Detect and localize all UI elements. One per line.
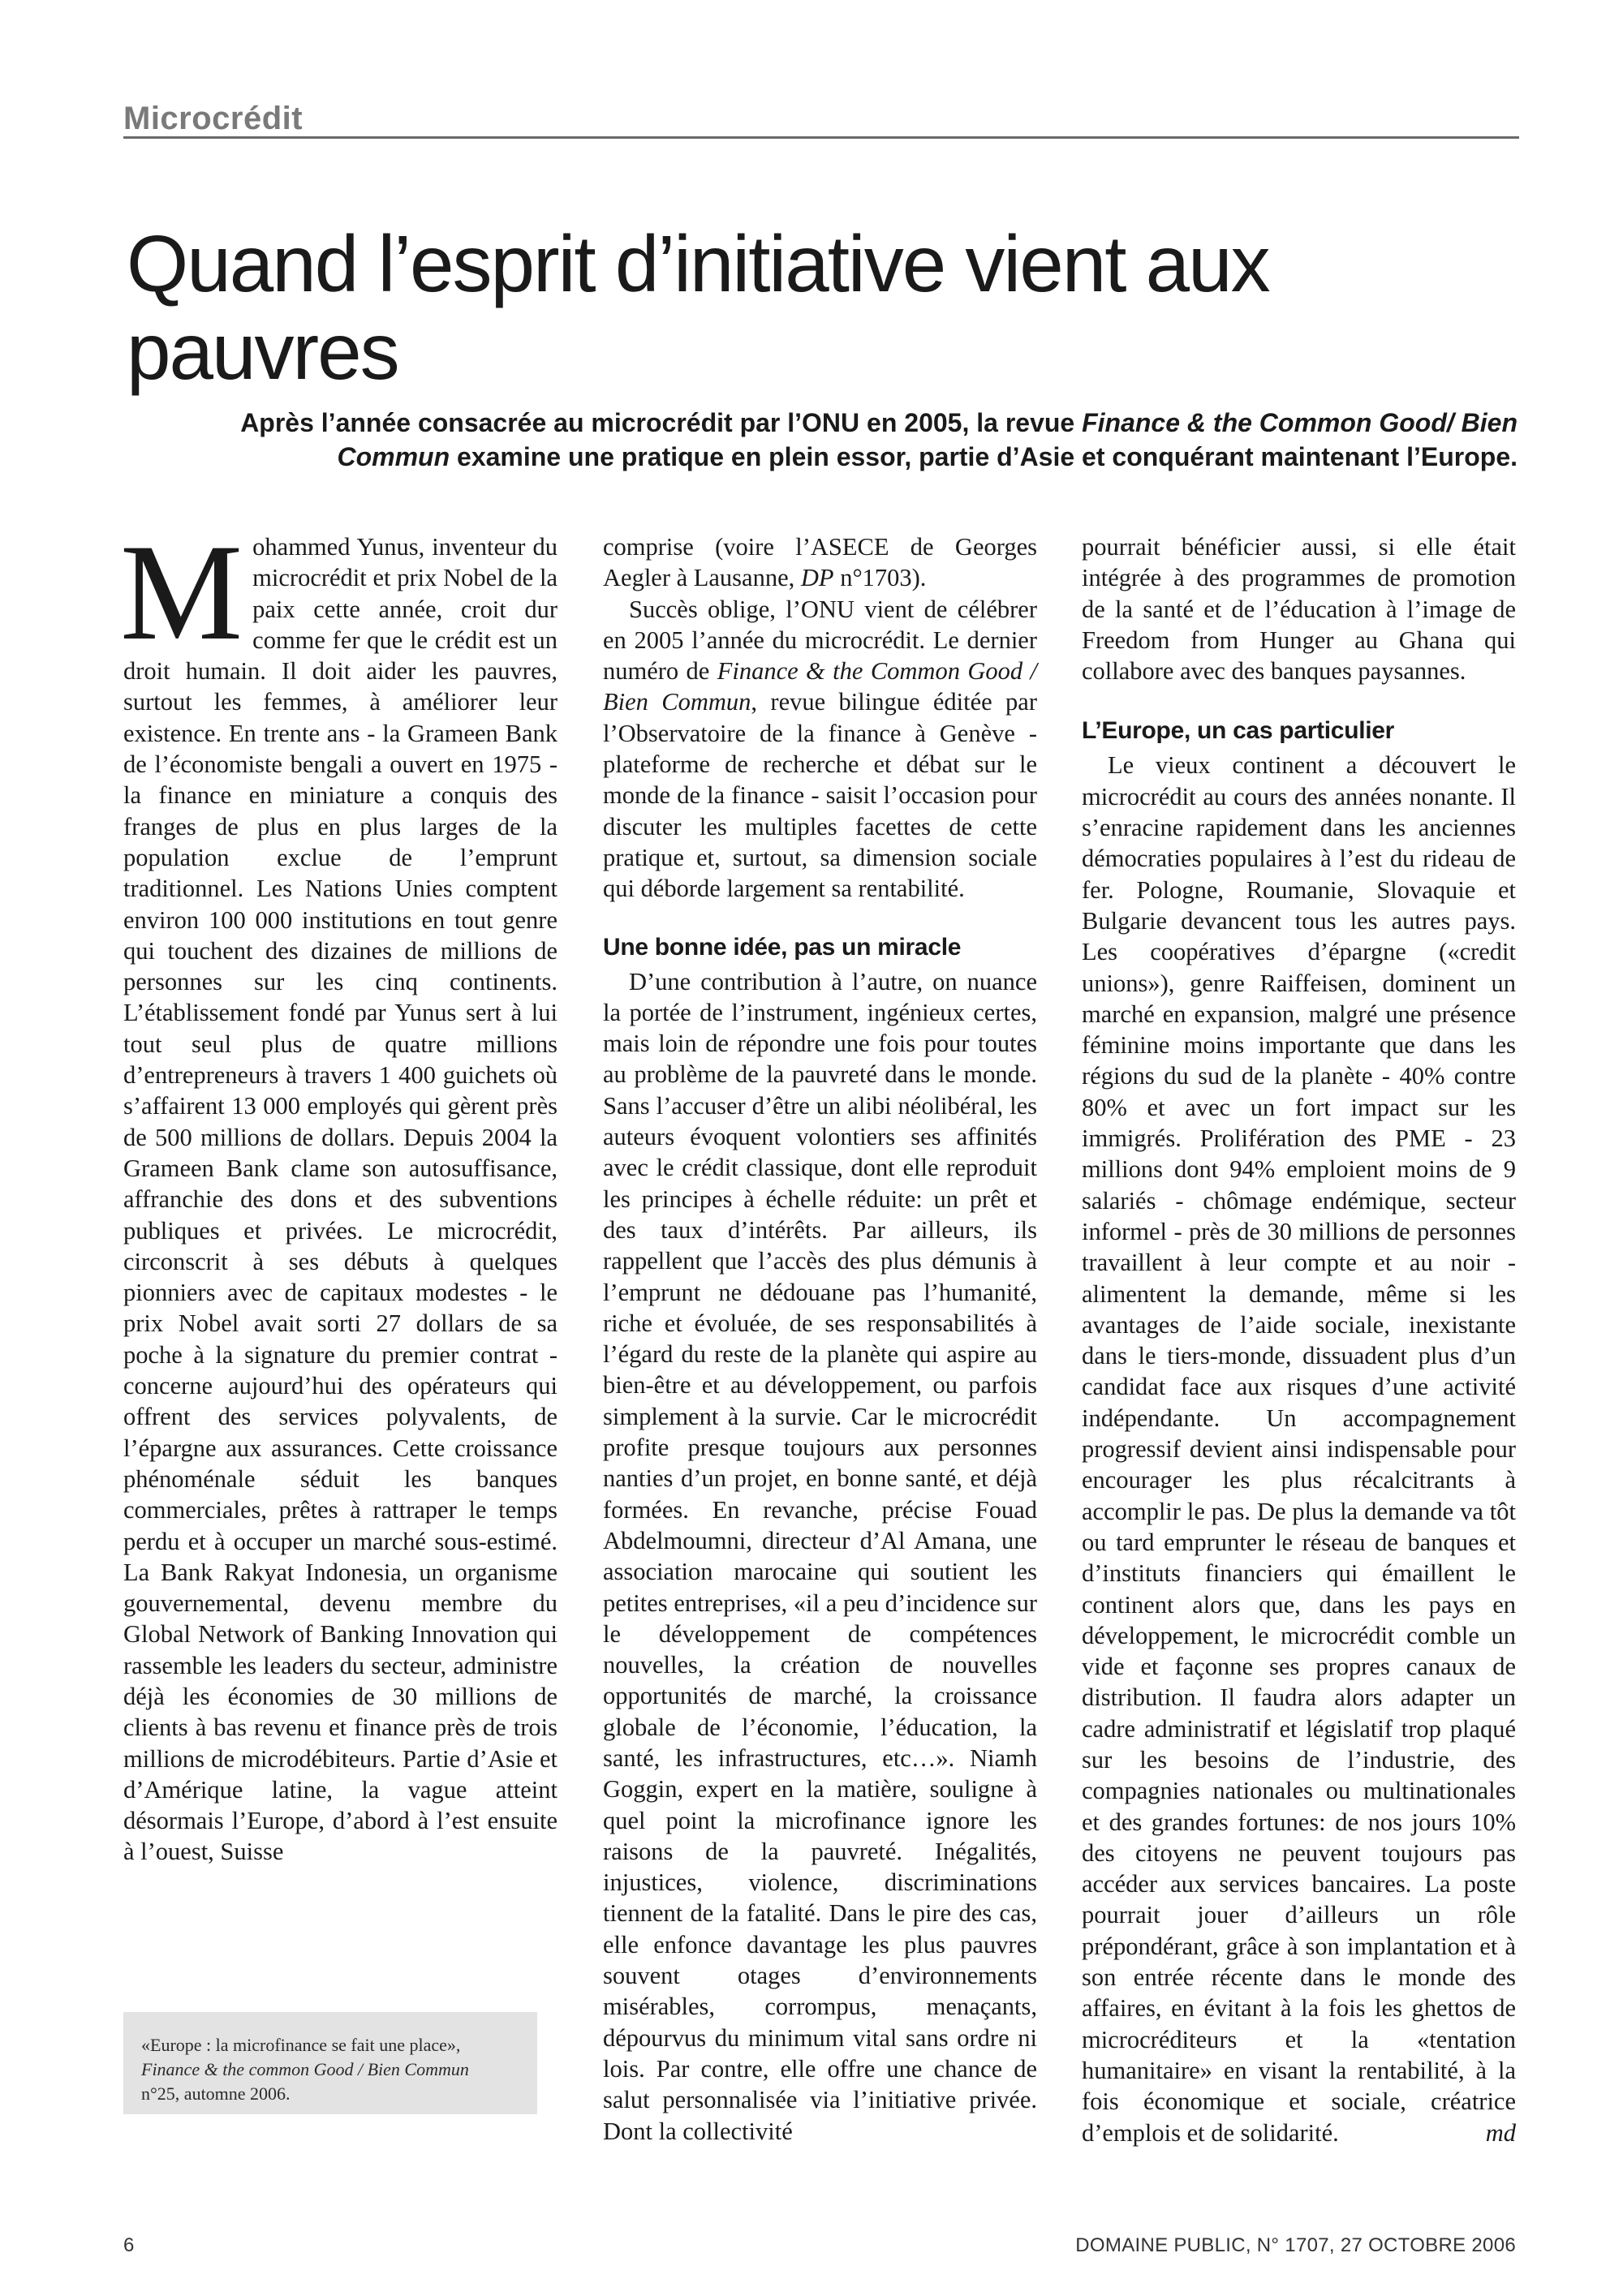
paragraph: [603, 594, 1037, 905]
source-issue: n°25, automne 2006.: [141, 2083, 291, 2104]
article-headline: Quand l’esprit d’initiative vient aux pauvres: [127, 219, 1269, 396]
journal-abbrev: DP: [800, 564, 834, 592]
drop-cap: M: [120, 516, 243, 669]
subheading: L’Europe, un cas particulier: [1082, 717, 1395, 745]
paragraph-text: ohammed Yunus, inventeur du microcrédit et prix Nobel de la paix cette année, croit dur comme fer que le crédit est un droit humain. Il doit aider les pauvres, surtout les femmes, à améliorer leur existence. En trente ans - la Grameen Bank de l’économiste bengali a ouvert en 1975 - la finance en miniature a conquis des franges de plus en plus larges de la population exclue de l’emprunt traditionnel. Les Nations Unies comptent environ 100 000 institutions en tout genre qui touchent des dizaines de millions de personnes sur les cinq continents. L’établissement fondé par Yunus sert à lui tout seul plus de quatre millions d’entrepreneurs à travers 1 400 guichets où s’affairent 13 000 employés qui gèrent près de 500 millions de dollars. Depuis 2004 la Grameen Bank clame son autosuffisance, affranchie des dons et des subventions publiques et privées. Le microcrédit, circonscrit à ses débuts à quelques pionniers avec de capitaux modestes - le prix Nobel avait sorti 27 dollars de sa poche à la signature du premier contrat - concerne aujourd’hui des opérateurs qui offrent des services polyvalents, de l’épargne aux assurances. Cette croissance phénoménale séduit les banques commerciales, prêtes à rattraper le temps perdu et à occuper un marché sous-estimé. La Bank Rakyat Indonesia, un organisme gouvernemental, devenu membre du Global Network of Banking Innovation qui rassemble les leaders du secteur, administre déjà les économies de 30 millions de clients à bas revenu et finance près de trois millions de microdébiteurs. Partie d’Asie et d’Amérique latine, la vague atteint désormais l’Europe, d’abord à l’est ensuite à l’ouest, Suisse: [123, 533, 558, 1866]
paragraph-text: Succès oblige, l’ONU vient de célébrer en 2005 l’année du microcrédit. Le dernier numéro de: [603, 595, 1037, 686]
article-column-3: [1082, 531, 1516, 2147]
lead-text-2: examine une pratique en plein essor, partie d’Asie et conquérant maintenant l’Europe.: [450, 442, 1518, 472]
paragraph: [1082, 750, 1516, 2148]
paragraph-text: comprise (voire l’ASECE de Georges Aegler à Lausanne,: [603, 533, 1037, 592]
paragraph-text: Le vieux continent a découvert le microcrédit au cours des années nonante. Il s’enracine rapidement dans les anciennes démocraties populaires à l’est du rideau de fer. Pologne, Roumanie, Slovaquie et Bulgarie devancent tous les autres pays. Les coopératives d’épargne («credit unions»), genre Raiffeisen, dominent un marché en expansion, malgré une présence féminine moins importante que dans les régions du sud de la planète - 40% contre 80% et avec un fort impact sur les immigrés. Prolifération des PME - 23 millions dont 94% emploient moins de 9 salariés - chômage endémique, secteur informel - près de 30 millions de personnes travaillent à leur compte et au noir - alimentent la demande, même si les avantages de l’aide sociale, inexistante dans le tiers-monde, dissuadent plus d’un candidat face aux risques d’une activité indépendante. Un accompagnement progressif devient ainsi indispensable pour encourager les plus récalcitrants à accomplir le pas. De plus la demande va tôt ou tard emprunter le réseau de banques et d’instituts financiers qui émaillent le continent alors que, dans les pays en développement, le microcrédit comble un vide et façonne ses propres canaux de distribution. Il faudra alors adapter un cadre administratif et législatif trop plaqué sur les besoins de l’industrie, des compagnies nationales ou multinationales et des grandes fortunes: de nos jours 10% des citoyens ne peuvent toujours pas accéder aux services bancaires. La poste pourrait jouer d’ailleurs un rôle prépondérant, grâce à son implantation et à son entrée récente dans le monde des affaires, en évitant à la fois les ghettos de microcréditeurs et la «tentation humanitaire» en visant la rentabilité, à la fois économique et sociale, créatrice d’emplois et de solidarité.: [1082, 751, 1516, 2147]
paragraph: D’une contribution à l’autre, on nuance la portée de l’instrument, ingénieux certes, mais loin de répondre une fois pour toutes au problème de la pauvreté dans le monde. Sans l’accuser d’être un alibi néolibéral, les auteurs évoquent volontiers ses affinités avec le crédit classique, dont elle reproduit les principes à échelle réduite: un prêt et des taux d’intérêts. Par ailleurs, ils rappellent que l’accès des plus démunis à l’emprunt ne dédouane pas l’humanité, riche et évoluée, de ses responsabilités à l’égard du reste de la planète qui aspire au bien-être et au développement, ou parfois simplement à la survie. Car le microcrédit profite presque toujours aux personnes nanties d’un projet, en bonne santé, et déjà formées. En revanche, précise Fouad Abdelmoumni, directeur d’Al Amana, une association marocaine qui soutient les petites entreprises, «il a peu d’incidence sur le développement de compétences nouvelles, la création de nouvelles opportunités de marché, la croissance globale de l’économie, l’éducation, la santé, les infrastructures, etc…». Niamh Goggin, expert en la matière, souligne à quel point la microfinance ignore les raisons de la pauvreté. Inégalités, injustices, violence, discriminations tiennent de la fatalité. Dans le pire des cas, elle enfonce davantage les plus pauvres souvent otages d’environnements misérables, corrompus, menaçants, dépourvus du minimum vital sans ordre ni lois. Par contre, elle offre une chance de salut personnalisée via l’initiative privée. Dont la collectivité: [603, 967, 1037, 2145]
paragraph-text: n°1703).: [833, 564, 927, 592]
journal-title: Finance & the Common Good / Bien Commun: [603, 657, 1037, 716]
source-reference-box: [123, 2012, 537, 2114]
article-lead: [162, 406, 1518, 474]
publication-footer: DOMAINE PUBLIC, N° 1707, 27 OCTOBRE 2006: [1075, 2234, 1516, 2256]
lead-text-1: Après l’année consacrée au microcrédit par l’ONU en 2005, la revue: [240, 408, 1083, 437]
section-header: [123, 101, 1519, 139]
paragraph: [603, 531, 1037, 594]
lead-journal-title: Finance & the Common Good/ Bien Commun: [337, 408, 1518, 472]
paragraph-text: , revue bilingue éditée par l’Observatoire de la finance à Genève - plateforme de recherche et débat sur le monde de la finance - saisit l’occasion pour discuter les multiples facettes de cette pratique et, surtout, sa dimension sociale qui déborde largement sa rentabilité.: [603, 688, 1037, 903]
source-journal-title: Finance & the common Good / Bien Commun: [141, 2059, 469, 2079]
source-journal: [141, 2057, 519, 2082]
article-column-2: [603, 531, 1037, 2145]
article-column-1: [120, 516, 558, 1911]
paragraph: pourrait bénéficier aussi, si elle était intégrée à des programmes de promotion de la santé et de l’éducation à l’image de Freedom from Hunger au Ghana qui collabore avec des banques paysannes.: [1082, 533, 1516, 686]
section-title: Microcrédit: [123, 101, 304, 136]
source-line: «Europe : la microfinance se fait une place»,: [141, 2035, 461, 2055]
author-signature: md: [1485, 2118, 1516, 2147]
page-number: 6: [123, 2234, 135, 2256]
paragraph: [120, 516, 558, 1868]
subheading: Une bonne idée, pas un miracle: [603, 933, 962, 961]
